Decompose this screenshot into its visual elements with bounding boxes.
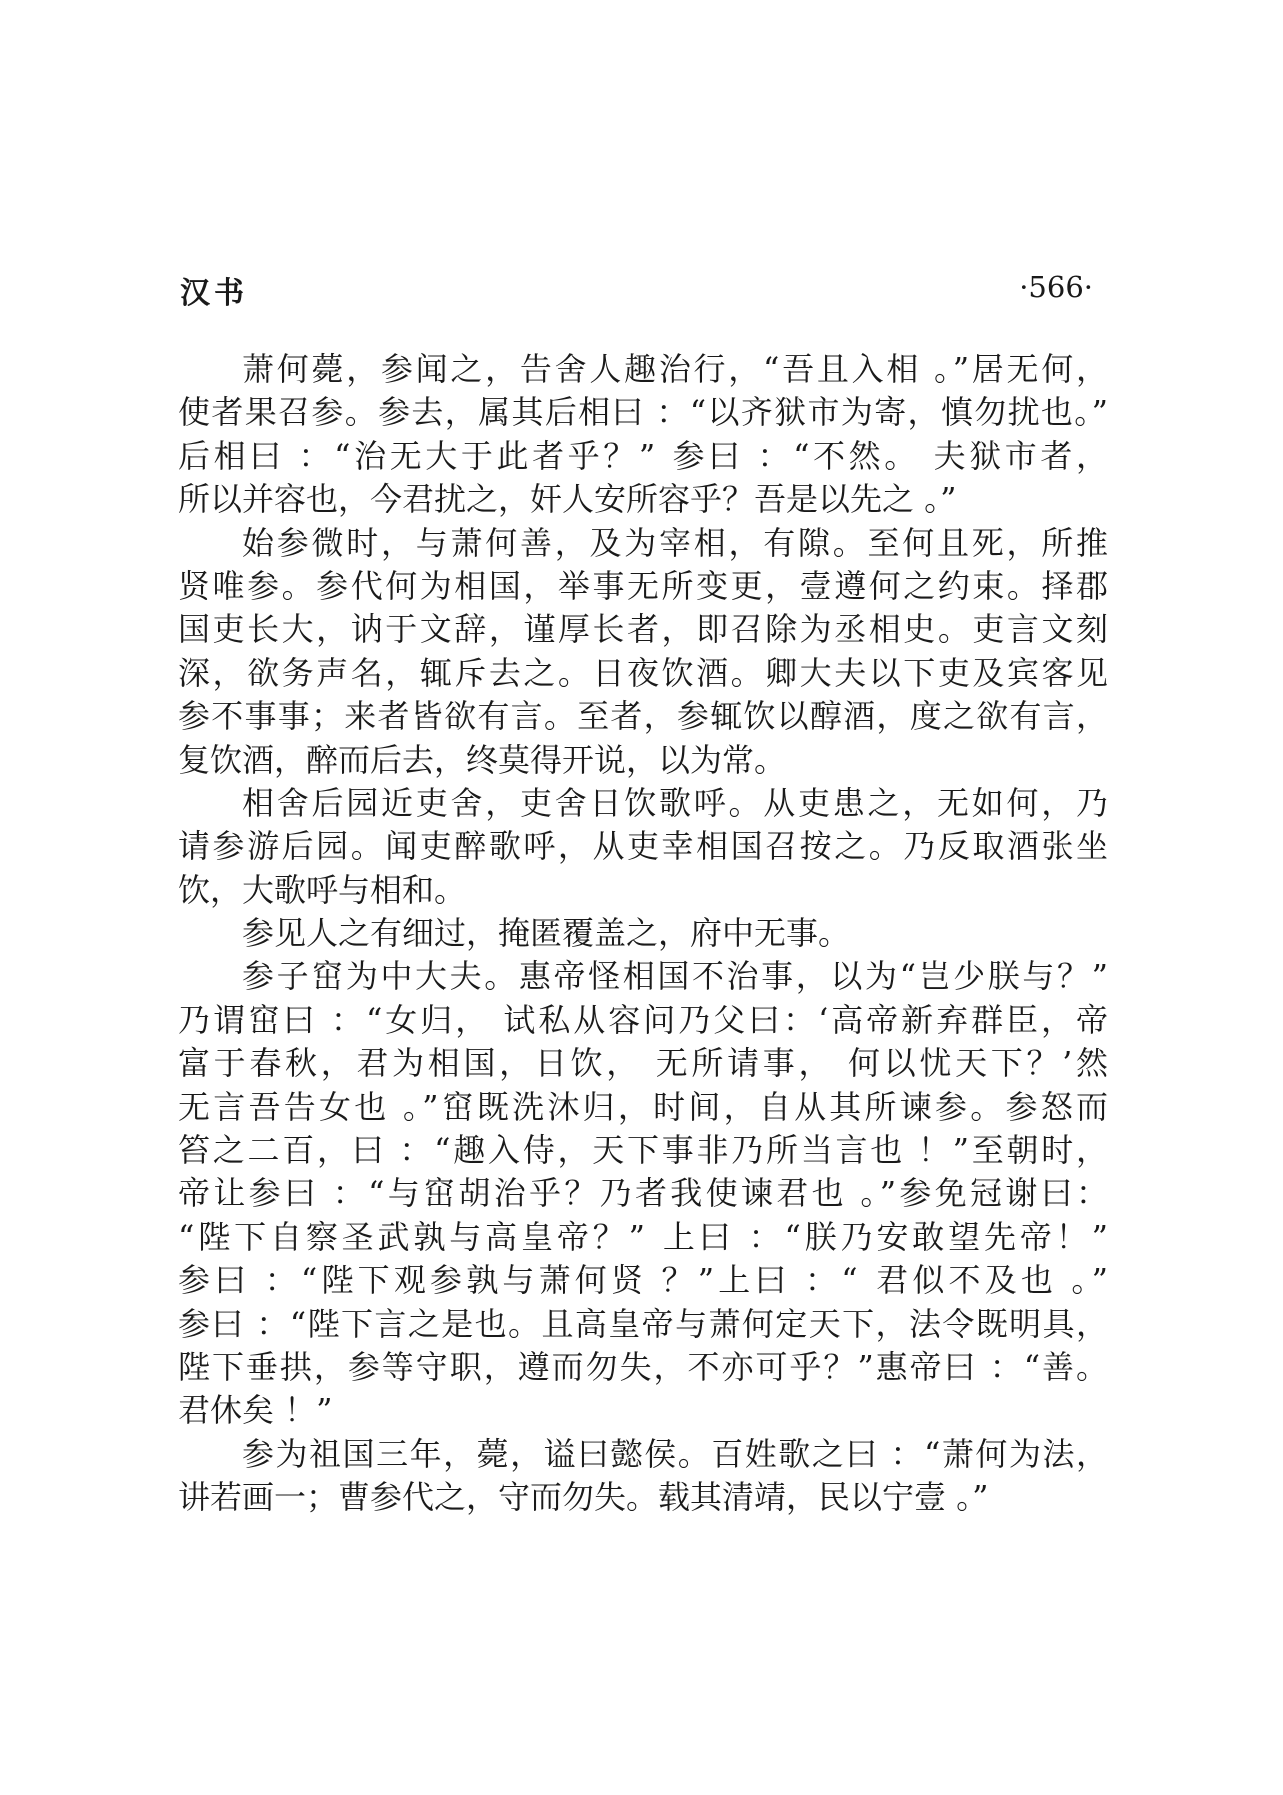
- text-line: 使者果召参。参去，属其后相曰 ：“以齐狱市为寄，慎勿扰也。”: [178, 393, 1110, 432]
- text-line: 饮，大歌呼与相和。: [178, 870, 467, 909]
- text-line: 参为祖国三年，薨，谥曰懿侯。百姓歌之曰 ：“萧何为法，: [242, 1434, 1110, 1473]
- text-line: 贤唯参。参代何为相国，举事无所变更，壹遵何之约束。择郡: [178, 566, 1111, 605]
- text-line: 君休矣 ！”: [178, 1391, 333, 1430]
- text-line: 富于春秋，君为相国，日饮， 无所请事， 何以忧天下？’然: [178, 1044, 1112, 1083]
- text-line: 陛下垂拱，参等守职，遵而勿失，不亦可乎？”惠帝曰 ：“善。: [178, 1347, 1110, 1386]
- running-head-title: 汉书: [180, 276, 248, 311]
- text-line: 参曰 ：“陛下言之是也。且高皇帝与萧何定天下，法令既明具，: [178, 1304, 1110, 1343]
- text-line: “陛下自察圣武孰与高皇帝？” 上曰 ：“朕乃安敢望先帝！”: [178, 1217, 1112, 1256]
- text-line: 参不事事；来者皆欲有言。至者，参辄饮以醇酒，度之欲有言，: [178, 697, 1110, 736]
- text-line: 参子窋为中大夫。惠帝怪相国不治事，以为“岂少朕与？”: [242, 957, 1111, 996]
- text-line: 相舍后园近吏舍，吏舍日饮歌呼。从吏患之，无如何，乃: [242, 783, 1111, 822]
- text-line: 参曰 ：“陛下观参孰与萧何贤 ？”上曰 ：“ 君似不及也 。”: [178, 1261, 1113, 1300]
- body-text: [178, 348, 1113, 1520]
- page-number: ·566·: [1019, 270, 1093, 304]
- text-line: 所以并容也，今君扰之，奸人安所容乎？吾是以先之 。”: [178, 480, 957, 519]
- text-line: 无言吾告女也 。”窋既洗沐归，时间，自从其所谏参。参怒而: [178, 1087, 1112, 1126]
- text-line: 笞之二百，曰 ：“趣入侍，天下事非乃所当言也 ！”至朝时，: [178, 1131, 1111, 1170]
- text-line: 请参游后园。闻吏醉歌呼，从吏幸相国召按之。乃反取酒张坐: [178, 827, 1111, 866]
- text-line: 萧何薨，参闻之，告舍人趣治行，“吾且入相 。”居无何，: [242, 350, 1111, 388]
- text-line: 参见人之有细过，掩匿覆盖之，府中无事。: [242, 914, 851, 953]
- text-line: 讲若画一；曹参代之，守而勿失。载其清靖，民以宁壹 。”: [178, 1478, 989, 1517]
- text-line: 国吏长大，讷于文辞，谨厚长者，即召除为丞相史。吏言文刻: [178, 610, 1111, 649]
- text-line: 始参微时，与萧何善，及为宰相，有隙。至何且死，所推: [242, 523, 1111, 562]
- text-line: 帝让参曰 ：“与窋胡治乎？乃者我使谏君也 。”参免冠谢曰：: [178, 1174, 1112, 1213]
- text-line: 乃谓窋曰 ：“女归， 试私从容问乃父曰：‘高帝新弃群臣，帝: [178, 1000, 1111, 1039]
- text-line: 后相曰 ：“治无大于此者乎？” 参曰 ：“不然。 夫狱市者，: [178, 436, 1112, 475]
- text-line: 深，欲务声名，辄斥去之。日夜饮酒。卿大夫以下吏及宾客见: [178, 653, 1111, 692]
- text-line: 复饮酒，醉而后去，终莫得开说，以为常。: [178, 740, 787, 779]
